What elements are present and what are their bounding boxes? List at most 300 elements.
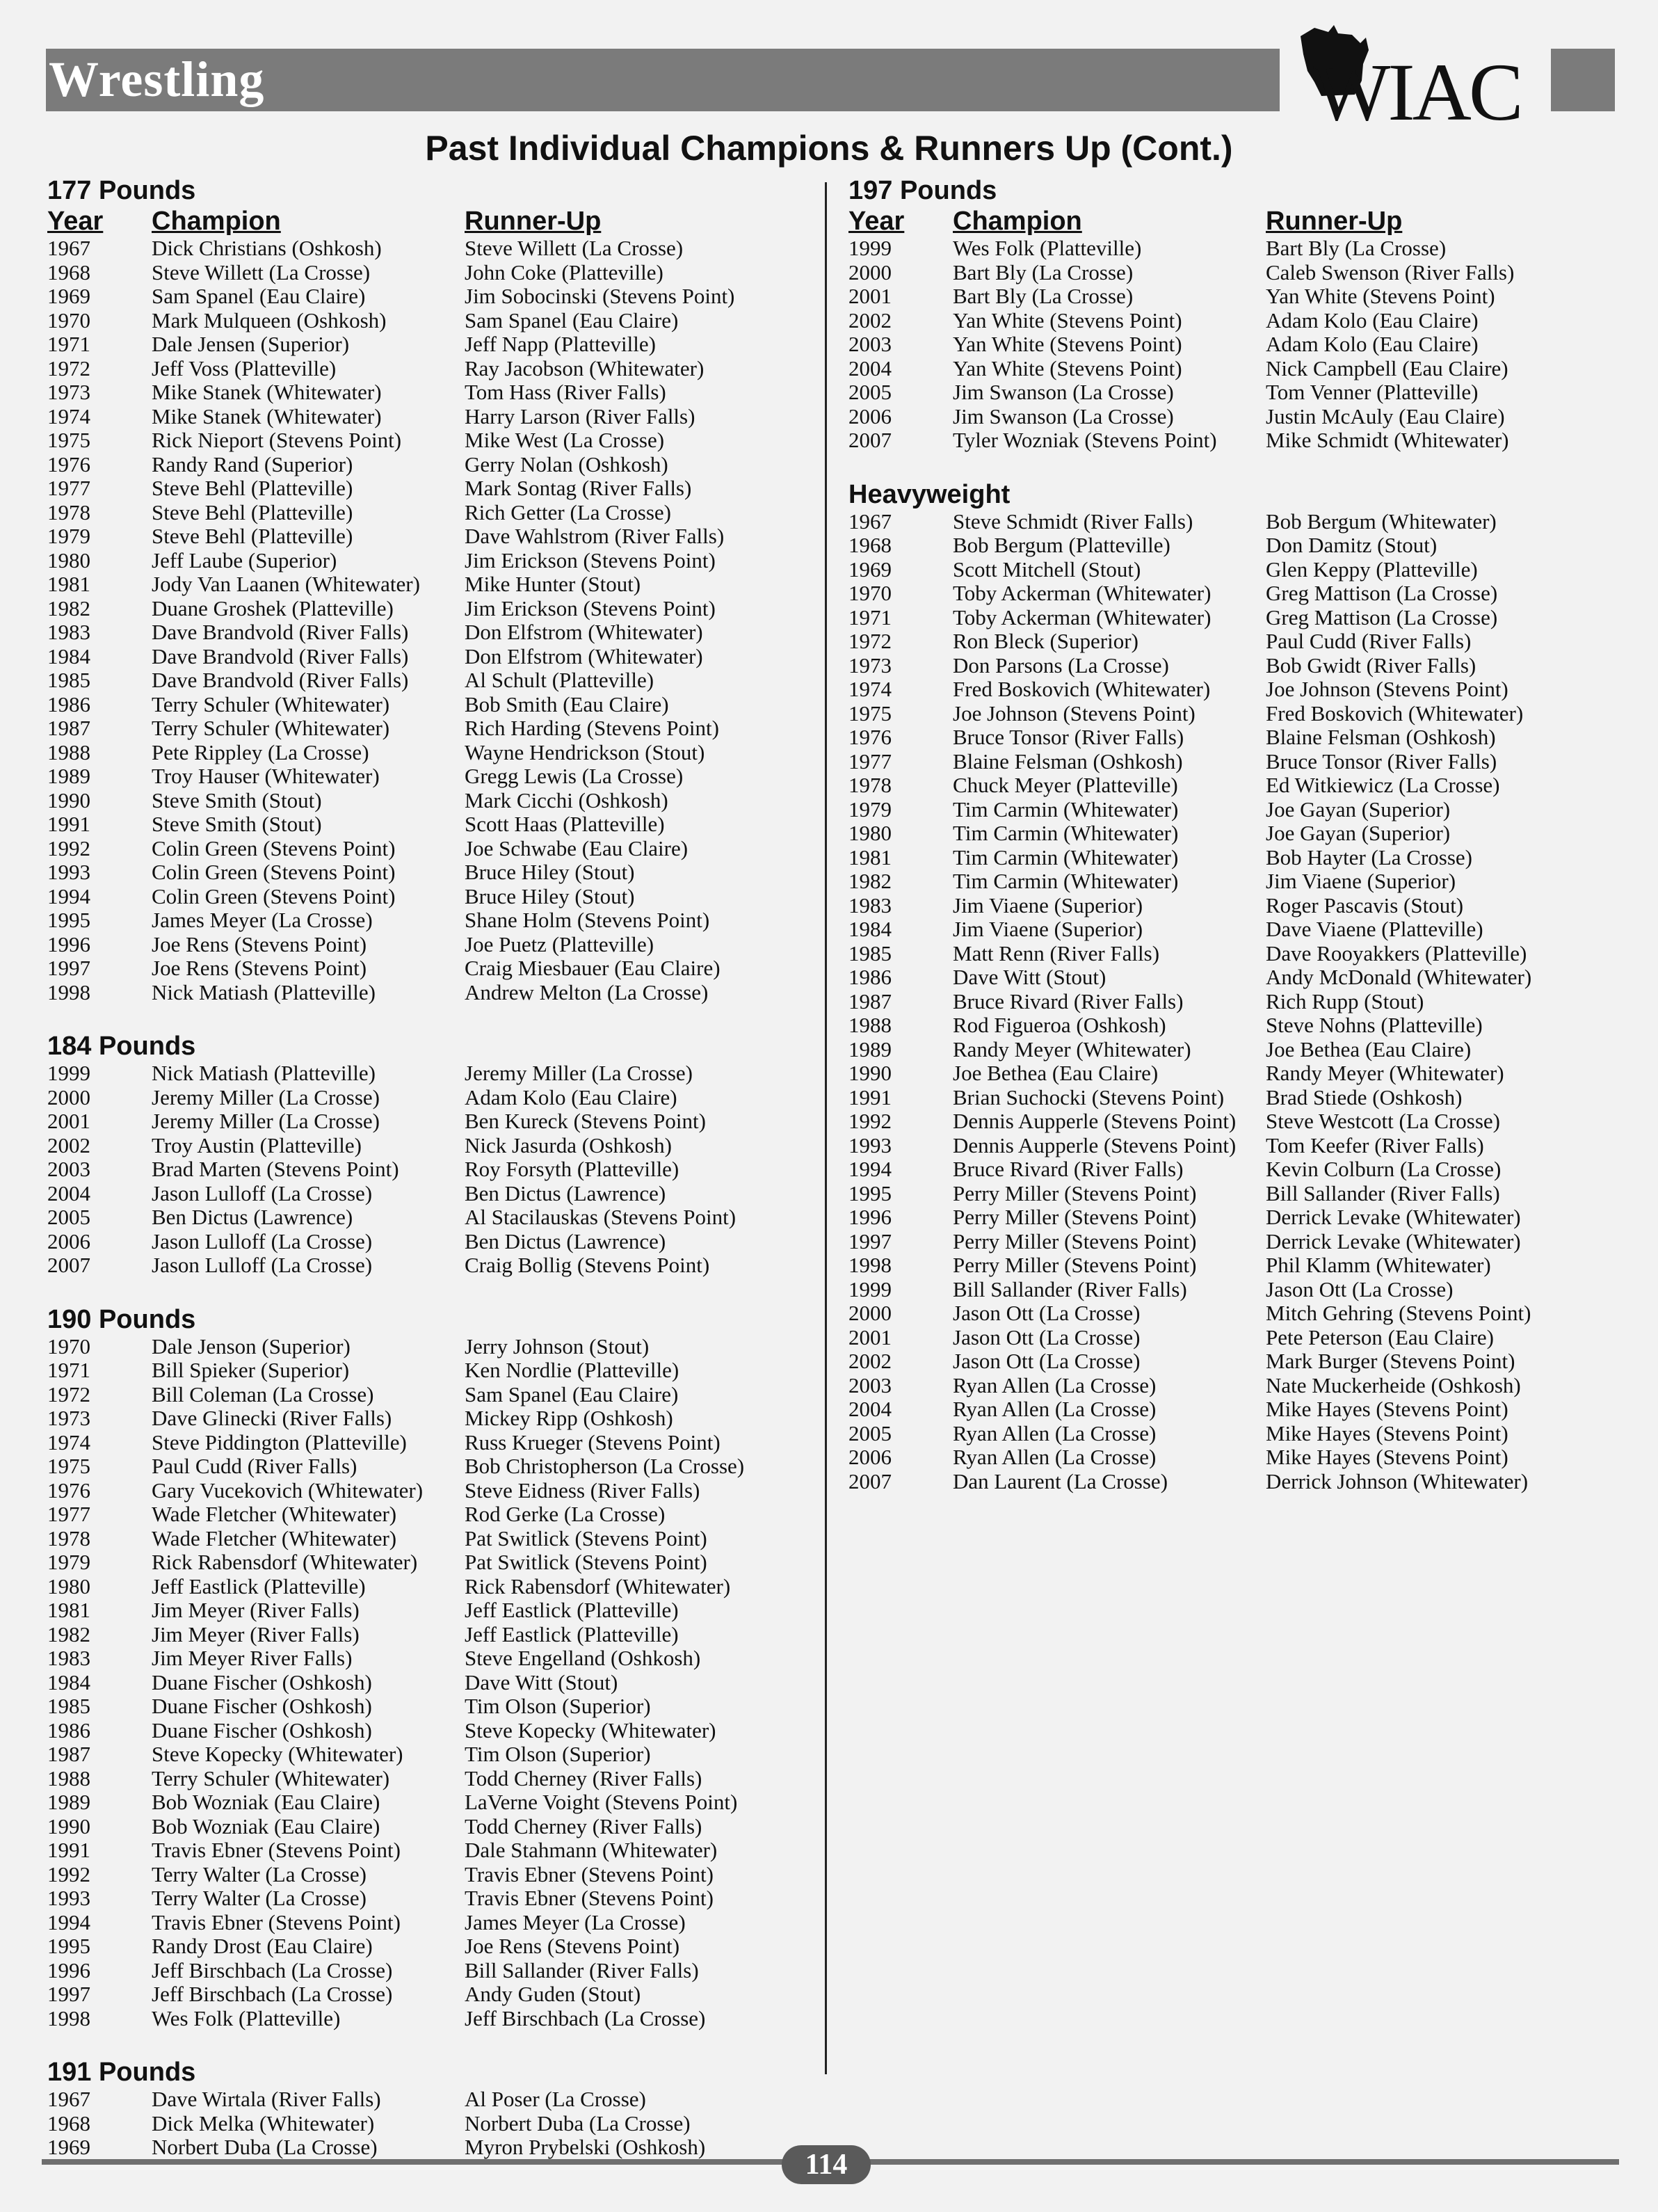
champion-cell: Ryan Allen (La Crosse) — [953, 1372, 1157, 1397]
champion-cell: Bart Bly (La Crosse) — [953, 259, 1134, 284]
year-cell: 1972 — [47, 1381, 90, 1406]
champion-cell: Rick Nieport (Stevens Point) — [152, 428, 402, 452]
champion-cell: Joe Rens (Stevens Point) — [152, 931, 367, 956]
table-row — [848, 1374, 1613, 1398]
champion-cell: Bruce Rivard (River Falls) — [953, 988, 1184, 1013]
runner-up-cell: Tom Keefer (River Falls) — [1266, 1132, 1484, 1157]
year-cell: 1998 — [47, 2005, 90, 2030]
table-row — [848, 332, 1613, 357]
table-row — [848, 1422, 1613, 1446]
runner-up-cell: Mark Cicchi (Oshkosh) — [465, 787, 668, 812]
table-row — [848, 846, 1613, 870]
runner-up-cell: Steve Willett (La Crosse) — [465, 236, 684, 260]
year-cell: 2007 — [47, 1253, 90, 1277]
table-row — [47, 2135, 812, 2160]
table-row — [848, 1397, 1613, 1422]
section-gap — [47, 1278, 812, 1304]
champion-cell: Steve Behl (Platteville) — [152, 476, 353, 500]
champion-cell: Bruce Rivard (River Falls) — [953, 1157, 1184, 1181]
section-gap — [47, 2030, 812, 2057]
table-row — [848, 822, 1613, 846]
year-cell: 1992 — [47, 1861, 90, 1886]
table-row — [848, 798, 1613, 822]
year-cell: 2007 — [848, 428, 892, 452]
table-row — [47, 981, 812, 1005]
runner-up-cell: Roy Forsyth (Platteville) — [465, 1157, 679, 1181]
year-cell: 1981 — [848, 844, 892, 869]
runner-up-cell: Mike Hayes (Stevens Point) — [1266, 1445, 1508, 1469]
runner-up-cell: Caleb Swenson (River Falls) — [1266, 259, 1515, 284]
runner-up-cell: Adam Kolo (Eau Claire) — [1266, 332, 1479, 356]
year-cell: 1986 — [47, 691, 90, 716]
left-column — [47, 175, 812, 2160]
year-cell: 1993 — [47, 1886, 90, 1910]
table-row — [47, 1767, 812, 1791]
runner-up-cell: Dave Viaene (Platteville) — [1266, 917, 1483, 941]
table-row — [47, 693, 812, 717]
runner-up-cell: Al Poser (La Crosse) — [465, 2087, 646, 2111]
year-cell: 1973 — [47, 1406, 90, 1430]
table-row — [47, 1911, 812, 1935]
runner-up-cell: Mark Burger (Stevens Point) — [1266, 1349, 1515, 1373]
year-cell: 1980 — [47, 547, 90, 572]
year-cell: 1995 — [47, 908, 90, 932]
champion-cell: Bob Wozniak (Eau Claire) — [152, 1813, 380, 1838]
runner-up-cell: Bob Gwidt (River Falls) — [1266, 652, 1476, 678]
champion-cell: Nick Matiash (Platteville) — [152, 1061, 376, 1085]
table-row — [47, 1086, 812, 1110]
year-cell: 1991 — [47, 1838, 90, 1862]
weight-class-heading: 184 Pounds — [47, 1032, 196, 1061]
runner-up-cell: Shane Holm (Stevens Point) — [465, 908, 710, 932]
champion-cell: Bill Sallander (River Falls) — [953, 1276, 1187, 1301]
champion-cell: Yan White (Stevens Point) — [953, 332, 1182, 356]
runner-up-cell: LaVerne Voight (Stevens Point) — [465, 1790, 738, 1814]
year-cell: 1983 — [848, 892, 892, 917]
champion-cell: Mike Stanek (Whitewater) — [152, 380, 382, 404]
runner-up-cell: Fred Boskovich (Whitewater) — [1266, 700, 1524, 726]
runner-up-cell: Sam Spanel (Eau Claire) — [465, 1381, 679, 1406]
table-row — [848, 1182, 1613, 1206]
champion-cell: Yan White (Stevens Point) — [953, 355, 1182, 380]
year-cell: 1988 — [848, 1013, 892, 1037]
table-row — [848, 630, 1613, 654]
year-cell: 1981 — [47, 572, 90, 596]
table-row — [47, 380, 812, 405]
table-row — [47, 1406, 812, 1431]
year-cell: 1969 — [47, 284, 90, 308]
runner-up-cell: Adam Kolo (Eau Claire) — [465, 1084, 677, 1109]
year-cell: 1982 — [47, 1621, 90, 1646]
runner-up-cell: Bruce Hiley (Stout) — [465, 860, 635, 884]
table-row — [47, 716, 812, 741]
champion-cell: Jeff Birschbach (La Crosse) — [152, 1957, 393, 1982]
year-cell: 1985 — [848, 940, 892, 965]
champion-cell: Ryan Allen (La Crosse) — [953, 1397, 1157, 1421]
weight-class-heading: Heavyweight — [848, 479, 1011, 509]
year-cell: 1976 — [47, 451, 90, 476]
champion-cell: Jason Ott (La Crosse) — [953, 1349, 1141, 1373]
champion-cell: Jim Swanson (La Crosse) — [953, 403, 1174, 428]
champion-cell: Duane Groshek (Platteville) — [152, 595, 394, 620]
champion-cell: Duane Fischer (Oshkosh) — [152, 1694, 372, 1718]
table-row — [47, 597, 812, 621]
runner-up-cell: Russ Krueger (Stevens Point) — [465, 1429, 721, 1454]
champion-cell: Paul Cudd (River Falls) — [152, 1454, 357, 1478]
right-column — [848, 175, 1613, 1493]
runner-up-cell: Jim Viaene (Superior) — [1266, 869, 1456, 893]
champion-cell: James Meyer (La Crosse) — [152, 908, 373, 932]
runner-up-cell: Mitch Gehring (Stevens Point) — [1266, 1301, 1531, 1325]
table-row — [47, 1742, 812, 1767]
table-row — [848, 750, 1613, 774]
table-row — [848, 309, 1613, 333]
table-row — [47, 309, 812, 333]
runner-up-cell: Rich Getter (La Crosse) — [465, 499, 671, 524]
runner-up-cell: Rod Gerke (La Crosse) — [465, 1502, 666, 1526]
table-row — [848, 1109, 1613, 1134]
champion-cell: Bart Bly (La Crosse) — [953, 284, 1134, 308]
table-row — [848, 990, 1613, 1014]
table-row — [47, 1838, 812, 1863]
champion-cell: Jeff Birschbach (La Crosse) — [152, 1982, 393, 2006]
champion-cell: Rick Rabensdorf (Whitewater) — [152, 1550, 418, 1574]
runner-up-column-header: Runner-Up — [465, 207, 602, 236]
year-cell: 1971 — [47, 332, 90, 356]
champion-cell: Perry Miller (Stevens Point) — [953, 1180, 1197, 1205]
runner-up-cell: Todd Cherney (River Falls) — [465, 1813, 702, 1838]
table-row — [848, 1061, 1613, 1086]
champion-cell: Ryan Allen (La Crosse) — [953, 1445, 1157, 1469]
champion-cell: Brian Suchocki (Stevens Point) — [953, 1084, 1225, 1109]
champion-cell: Matt Renn (River Falls) — [953, 940, 1160, 965]
year-cell: 1996 — [47, 1957, 90, 1982]
champion-cell: Jeff Voss (Platteville) — [152, 355, 337, 380]
champion-cell: Steve Schmidt (River Falls) — [953, 508, 1193, 534]
runner-up-cell: James Meyer (La Crosse) — [465, 1909, 686, 1934]
champion-cell: Colin Green (Stevens Point) — [152, 835, 396, 860]
champion-cell: Steve Smith (Stout) — [152, 812, 322, 836]
year-cell: 2003 — [47, 1157, 90, 1181]
champion-cell: Toby Ackerman (Whitewater) — [953, 581, 1212, 605]
champion-cell: Yan White (Stevens Point) — [953, 307, 1182, 332]
runner-up-cell: Jeff Birschbach (La Crosse) — [465, 2005, 706, 2030]
runner-up-cell: Joe Johnson (Stevens Point) — [1266, 677, 1508, 701]
runner-up-cell: Craig Bollig (Stevens Point) — [465, 1253, 710, 1277]
champion-cell: Joe Johnson (Stevens Point) — [953, 700, 1196, 726]
table-row — [848, 405, 1613, 429]
runner-up-cell: Sam Spanel (Eau Claire) — [465, 307, 679, 332]
runner-up-cell: Joe Gayan (Superior) — [1266, 796, 1451, 822]
year-cell: 1973 — [848, 652, 892, 678]
table-row — [47, 1454, 812, 1479]
champion-cell: Jason Lulloff (La Crosse) — [152, 1180, 373, 1205]
table-row — [848, 1445, 1613, 1470]
champion-cell: Dennis Aupperle (Stevens Point) — [953, 1132, 1237, 1157]
table-row — [47, 956, 812, 981]
runner-up-cell: Phil Klamm (Whitewater) — [1266, 1253, 1491, 1277]
runner-up-cell: Steve Eidness (River Falls) — [465, 1477, 700, 1502]
champion-cell: Ron Bleck (Superior) — [953, 629, 1138, 653]
runner-up-cell: Justin McAuly (Eau Claire) — [1266, 403, 1505, 428]
year-cell: 1970 — [848, 581, 892, 605]
year-cell: 1975 — [47, 428, 90, 452]
year-cell: 1969 — [47, 2135, 90, 2159]
table-row — [47, 1502, 812, 1527]
table-row — [47, 1671, 812, 1695]
table-row — [47, 860, 812, 885]
champion-cell: Dan Laurent (La Crosse) — [953, 1468, 1168, 1493]
runner-up-cell: Andy Guden (Stout) — [465, 1982, 641, 2006]
year-cell: 1993 — [848, 1132, 892, 1157]
champion-cell: Terry Schuler (Whitewater) — [152, 691, 390, 716]
champion-cell: Travis Ebner (Stevens Point) — [152, 1838, 401, 1862]
year-cell: 1968 — [47, 259, 90, 284]
year-cell: 1979 — [47, 1550, 90, 1574]
runner-up-cell: Roger Pascavis (Stout) — [1266, 892, 1464, 917]
champion-cell: Tim Carmin (Whitewater) — [953, 821, 1179, 845]
runner-up-cell: Gerry Nolan (Oshkosh) — [465, 451, 668, 476]
champion-cell: Steve Willett (La Crosse) — [152, 259, 371, 284]
runner-up-cell: Tim Olson (Superior) — [465, 1742, 651, 1766]
year-cell: 1983 — [47, 1646, 90, 1670]
table-row — [47, 812, 812, 837]
runner-up-cell: Bruce Hiley (Stout) — [465, 883, 635, 908]
runner-up-cell: Steve Engelland (Oshkosh) — [465, 1646, 701, 1670]
table-row — [47, 2112, 812, 2136]
table-row — [47, 1959, 812, 1983]
runner-up-cell: Steve Westcott (La Crosse) — [1266, 1109, 1500, 1133]
weight-class-heading: 190 Pounds — [47, 1304, 196, 1334]
year-cell: 1990 — [47, 787, 90, 812]
year-cell: 1997 — [848, 1228, 892, 1253]
runner-up-cell: Pete Peterson (Eau Claire) — [1266, 1324, 1494, 1349]
runner-up-cell: Greg Mattison (La Crosse) — [1266, 581, 1498, 605]
year-cell: 1975 — [47, 1454, 90, 1478]
runner-up-cell: Nate Muckerheide (Oshkosh) — [1266, 1372, 1521, 1397]
champion-cell: Bob Wozniak (Eau Claire) — [152, 1790, 380, 1814]
table-row — [47, 933, 812, 957]
table-row — [47, 1253, 812, 1278]
year-cell: 1971 — [47, 1358, 90, 1382]
runner-up-cell: Bruce Tonsor (River Falls) — [1266, 748, 1497, 774]
champion-cell: Pete Rippley (La Crosse) — [152, 739, 369, 764]
weight-class-section — [47, 1304, 812, 2031]
table-row — [47, 501, 812, 525]
champion-cell: Jim Meyer (River Falls) — [152, 1621, 360, 1646]
year-cell: 2003 — [848, 332, 892, 356]
year-cell: 1985 — [47, 668, 90, 692]
runner-up-cell: Bob Hayter (La Crosse) — [1266, 844, 1472, 869]
table-row — [848, 1349, 1613, 1374]
runner-up-cell: Bob Christopherson (La Crosse) — [465, 1454, 745, 1478]
year-cell: 2000 — [47, 1084, 90, 1109]
champion-cell: Dick Melka (Whitewater) — [152, 2110, 375, 2135]
runner-up-cell: Jeff Napp (Platteville) — [465, 332, 656, 356]
champion-cell: Colin Green (Stevens Point) — [152, 883, 396, 908]
year-cell: 2006 — [848, 403, 892, 428]
champion-cell: Bob Bergum (Platteville) — [953, 533, 1170, 557]
champion-cell: Dave Witt (Stout) — [953, 965, 1106, 989]
champion-cell: Dave Wirtala (River Falls) — [152, 2087, 381, 2111]
champion-cell: Joe Rens (Stevens Point) — [152, 956, 367, 980]
table-row — [47, 1982, 812, 2007]
year-cell: 2002 — [848, 307, 892, 332]
champion-cell: Terry Schuler (Whitewater) — [152, 716, 390, 740]
year-cell: 2005 — [848, 1420, 892, 1445]
runner-up-cell: Ray Jacobson (Whitewater) — [465, 355, 705, 380]
year-cell: 1976 — [47, 1477, 90, 1502]
runner-up-cell: Jeff Eastlick (Platteville) — [465, 1598, 679, 1622]
year-cell: 1973 — [47, 380, 90, 404]
runner-up-cell: Steve Kopecky (Whitewater) — [465, 1717, 716, 1742]
year-cell: 1999 — [848, 1276, 892, 1301]
champion-column-header: Champion — [953, 207, 1082, 236]
year-cell: 1974 — [47, 403, 90, 428]
year-cell: 1992 — [47, 835, 90, 860]
year-cell: 1977 — [47, 476, 90, 500]
weight-class-section — [848, 175, 1613, 453]
table-row — [47, 1550, 812, 1575]
table-row — [47, 1934, 812, 1959]
year-cell: 1999 — [47, 1061, 90, 1085]
champion-cell: Jim Swanson (La Crosse) — [953, 380, 1174, 404]
champion-cell: Perry Miller (Stevens Point) — [953, 1228, 1197, 1253]
year-cell: 1985 — [47, 1694, 90, 1718]
runner-up-cell: Al Schult (Platteville) — [465, 668, 654, 692]
runner-up-cell: Nick Campbell (Eau Claire) — [1266, 355, 1508, 380]
champion-cell: Terry Walter (La Crosse) — [152, 1861, 367, 1886]
year-cell: 1978 — [47, 499, 90, 524]
table-row — [47, 428, 812, 453]
weight-class-heading: 191 Pounds — [47, 2058, 196, 2087]
year-cell: 1996 — [47, 931, 90, 956]
year-cell: 1994 — [47, 1909, 90, 1934]
champion-column-header: Champion — [152, 207, 281, 236]
table-row — [848, 237, 1613, 261]
year-cell: 2002 — [848, 1349, 892, 1373]
table-row — [47, 261, 812, 285]
table-row — [848, 1086, 1613, 1110]
champion-cell: Troy Austin (Platteville) — [152, 1132, 362, 1157]
table-row — [47, 1359, 812, 1383]
table-row — [47, 572, 812, 597]
runner-up-cell: Rich Rupp (Stout) — [1266, 988, 1424, 1013]
table-row — [47, 524, 812, 549]
year-cell: 1979 — [47, 524, 90, 548]
champion-cell: Dennis Aupperle (Stevens Point) — [953, 1109, 1237, 1133]
runner-up-cell: John Coke (Platteville) — [465, 259, 663, 284]
champion-cell: Jeremy Miller (La Crosse) — [152, 1084, 380, 1109]
runner-up-cell: Adam Kolo (Eau Claire) — [1266, 307, 1479, 332]
runner-up-cell: Jeff Eastlick (Platteville) — [465, 1621, 679, 1646]
runner-up-cell: Jim Erickson (Stevens Point) — [465, 547, 716, 572]
runner-up-cell: Joe Rens (Stevens Point) — [465, 1934, 680, 1958]
champion-cell: Terry Walter (La Crosse) — [152, 1886, 367, 1910]
table-row — [848, 606, 1613, 630]
table-row — [848, 726, 1613, 750]
runner-up-cell: Bart Bly (La Crosse) — [1266, 236, 1447, 260]
year-cell: 2005 — [47, 1205, 90, 1229]
table-row — [848, 702, 1613, 726]
section-gap — [47, 1004, 812, 1031]
table-row — [47, 237, 812, 261]
table-row — [848, 510, 1613, 534]
year-cell: 1979 — [848, 796, 892, 822]
runner-up-cell: Dave Witt (Stout) — [465, 1669, 618, 1694]
champion-cell: Randy Rand (Superior) — [152, 451, 353, 476]
year-cell: 1974 — [848, 677, 892, 701]
runner-up-cell: Bill Sallander (River Falls) — [465, 1957, 699, 1982]
runner-up-cell: Mark Sontag (River Falls) — [465, 476, 692, 500]
table-row — [848, 357, 1613, 381]
table-row — [47, 620, 812, 645]
year-cell: 2006 — [47, 1228, 90, 1253]
weight-class-section — [47, 1031, 812, 1278]
champion-cell: Tim Carmin (Whitewater) — [953, 844, 1179, 869]
runner-up-cell: Jerry Johnson (Stout) — [465, 1333, 650, 1359]
champion-cell: Randy Meyer (Whitewater) — [953, 1036, 1191, 1061]
runner-up-cell: Dave Rooyakkers (Platteville) — [1266, 940, 1527, 965]
table-row — [47, 741, 812, 765]
table-row — [848, 1013, 1613, 1038]
runner-up-cell: Tim Olson (Superior) — [465, 1694, 651, 1718]
table-row — [848, 1038, 1613, 1062]
champion-cell: Steve Behl (Platteville) — [152, 499, 353, 524]
champion-cell: Ryan Allen (La Crosse) — [953, 1420, 1157, 1445]
runner-up-cell: Paul Cudd (River Falls) — [1266, 629, 1472, 653]
year-cell: 1989 — [47, 1790, 90, 1814]
year-cell: 1984 — [47, 643, 90, 668]
champion-cell: Jason Ott (La Crosse) — [953, 1324, 1141, 1349]
year-cell: 1997 — [47, 1982, 90, 2006]
runner-up-column-header: Runner-Up — [1266, 207, 1403, 236]
runner-up-cell: Glen Keppy (Platteville) — [1266, 556, 1478, 582]
wiac-logo — [1280, 19, 1551, 138]
runner-up-cell: Myron Prybelski (Oshkosh) — [465, 2135, 706, 2159]
runner-up-cell: Mike Hunter (Stout) — [465, 572, 641, 596]
year-cell: 1978 — [47, 1525, 90, 1550]
year-cell: 1970 — [47, 307, 90, 332]
table-row — [47, 1383, 812, 1407]
weight-class-section — [848, 479, 1613, 1494]
champion-cell: Dale Jenson (Superior) — [152, 1333, 351, 1359]
runner-up-cell: Harry Larson (River Falls) — [465, 403, 695, 428]
table-row — [848, 1157, 1613, 1182]
year-cell: 1994 — [848, 1157, 892, 1181]
table-row — [47, 284, 812, 309]
champion-cell: Wes Folk (Platteville) — [152, 2005, 341, 2030]
year-cell: 1969 — [848, 556, 892, 582]
table-row — [848, 1470, 1613, 1494]
table-row — [47, 332, 812, 357]
table-row — [47, 837, 812, 861]
year-cell: 2004 — [848, 355, 892, 380]
champion-cell: Duane Fischer (Oshkosh) — [152, 1669, 372, 1694]
champion-cell: Bruce Tonsor (River Falls) — [953, 725, 1184, 749]
champion-cell: Sam Spanel (Eau Claire) — [152, 284, 366, 308]
table-row — [47, 1863, 812, 1887]
champion-cell: Jim Meyer (River Falls) — [152, 1598, 360, 1622]
table-row — [47, 1623, 812, 1647]
champion-cell: Chuck Meyer (Platteville) — [953, 773, 1178, 797]
champion-cell: Jim Viaene (Superior) — [953, 917, 1143, 941]
runner-up-cell: Al Stacilauskas (Stevens Point) — [465, 1205, 737, 1229]
year-cell: 1988 — [47, 1765, 90, 1790]
champion-cell: Wes Folk (Platteville) — [953, 236, 1142, 260]
table-row — [848, 654, 1613, 678]
year-cell: 1990 — [47, 1813, 90, 1838]
